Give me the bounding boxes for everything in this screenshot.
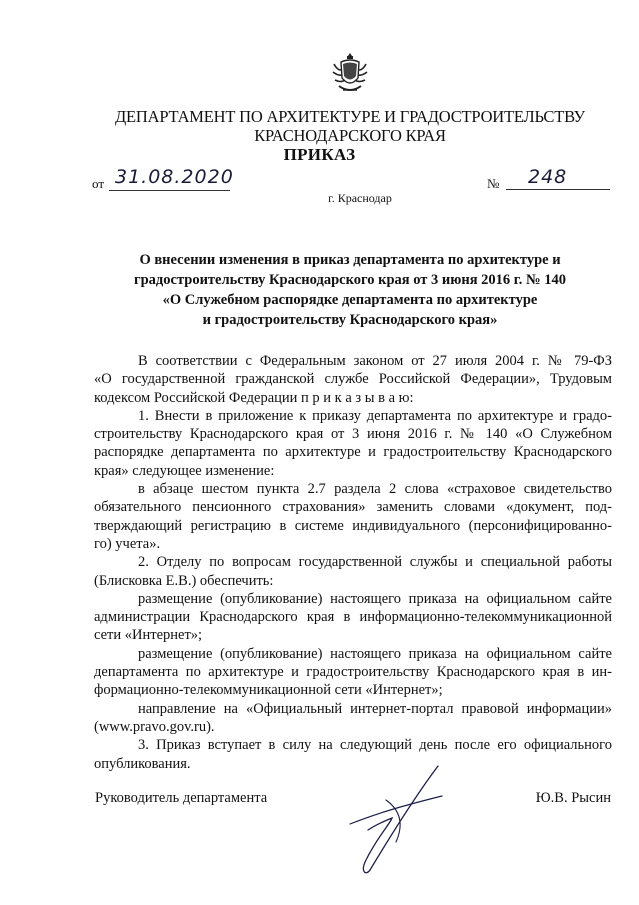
body-line: тверждающий регистрацию в системе индивидуального (персонифицированно- (94, 517, 612, 534)
body-line: сети «Интернет»; (94, 627, 203, 644)
body-line: «О государственной гражданской службе Российской Федерации», Трудовым (94, 371, 612, 388)
body-line: направление на «Официальный интернет-портал правовой информации» (138, 700, 612, 717)
body-line: кодексом Российской Федерации п р и к а з ы в а ю: (94, 389, 414, 406)
subject-line: «О Служебном распорядке департамента по архитектуре (162, 292, 538, 308)
order-body (94, 352, 612, 773)
body-line: распорядке департамента по архитектуре и градостроительству Краснодарского (94, 444, 612, 461)
body-line: 2. Отделу по вопросам государственной службы и специальной работы (138, 554, 612, 571)
order-subject (100, 250, 600, 330)
body-line: департамента по архитектуре и градостроительству Краснодарского края в ин- (94, 664, 612, 681)
date-prefix: от (92, 176, 105, 191)
subject-line: О внесении изменения в приказ департамента по архитектуре и (139, 252, 561, 268)
body-line: опубликования. (94, 755, 191, 772)
body-line: размещение (опубликование) настоящего приказа на официальном сайте (138, 645, 612, 662)
number-prefix: № (487, 176, 500, 191)
department-name-line1: ДЕПАРТАМЕНТ ПО АРХИТЕКТУРЕ И ГРАДОСТРОИТЕЛЬСТВУ (114, 107, 586, 126)
city-label: г. Краснодар (328, 191, 392, 205)
coat-of-arms-emblem (331, 50, 369, 96)
order-date: 31.08.2020 (109, 166, 230, 191)
body-line: (www.pravo.gov.ru). (94, 718, 215, 735)
subject-line: и градостроительству Краснодарского края» (202, 312, 498, 328)
body-line: края» следующее изменение: (94, 462, 275, 479)
body-line: размещение (опубликование) настоящего приказа на официальном сайте (138, 590, 612, 607)
order-number: 248 (506, 166, 610, 190)
body-line: 3. Приказ вступает в силу на следующий день после его официального (138, 737, 612, 754)
document-type-title: ПРИКАЗ (283, 145, 356, 164)
body-line: го) учета». (94, 535, 161, 552)
signatory-name: Ю.В. Рысин (535, 790, 611, 806)
body-line: формационно-телекоммуникационной сети «Интернет»; (94, 682, 443, 699)
signatory-position: Руководитель департамента (95, 790, 268, 806)
body-line: обязательного пенсионного страхования» заменить словами «документ, под- (94, 499, 612, 516)
department-name-line2: КРАСНОДАРСКОГО КРАЯ (254, 126, 446, 145)
body-line: в абзаце шестом пункта 2.7 раздела 2 слова «страховое свидетельство (138, 481, 612, 498)
body-line: администрации Краснодарского края в информационно-телекоммуникационной (94, 609, 612, 626)
body-line: строительству Краснодарского края от 3 июня 2016 г. № 140 «О Служебном (94, 426, 612, 443)
handwritten-signature (330, 760, 460, 880)
body-line: (Блисковка Е.В.) обеспечить: (94, 572, 274, 589)
body-line: В соответствии с Федеральным законом от 27 июля 2004 г. № 79-ФЗ (138, 353, 612, 369)
body-line: 1. Внести в приложение к приказу департамента по архитектуре и градо- (138, 407, 612, 424)
subject-line: градостроительству Краснодарского края от 3 июня 2016 г. № 140 (134, 272, 566, 288)
